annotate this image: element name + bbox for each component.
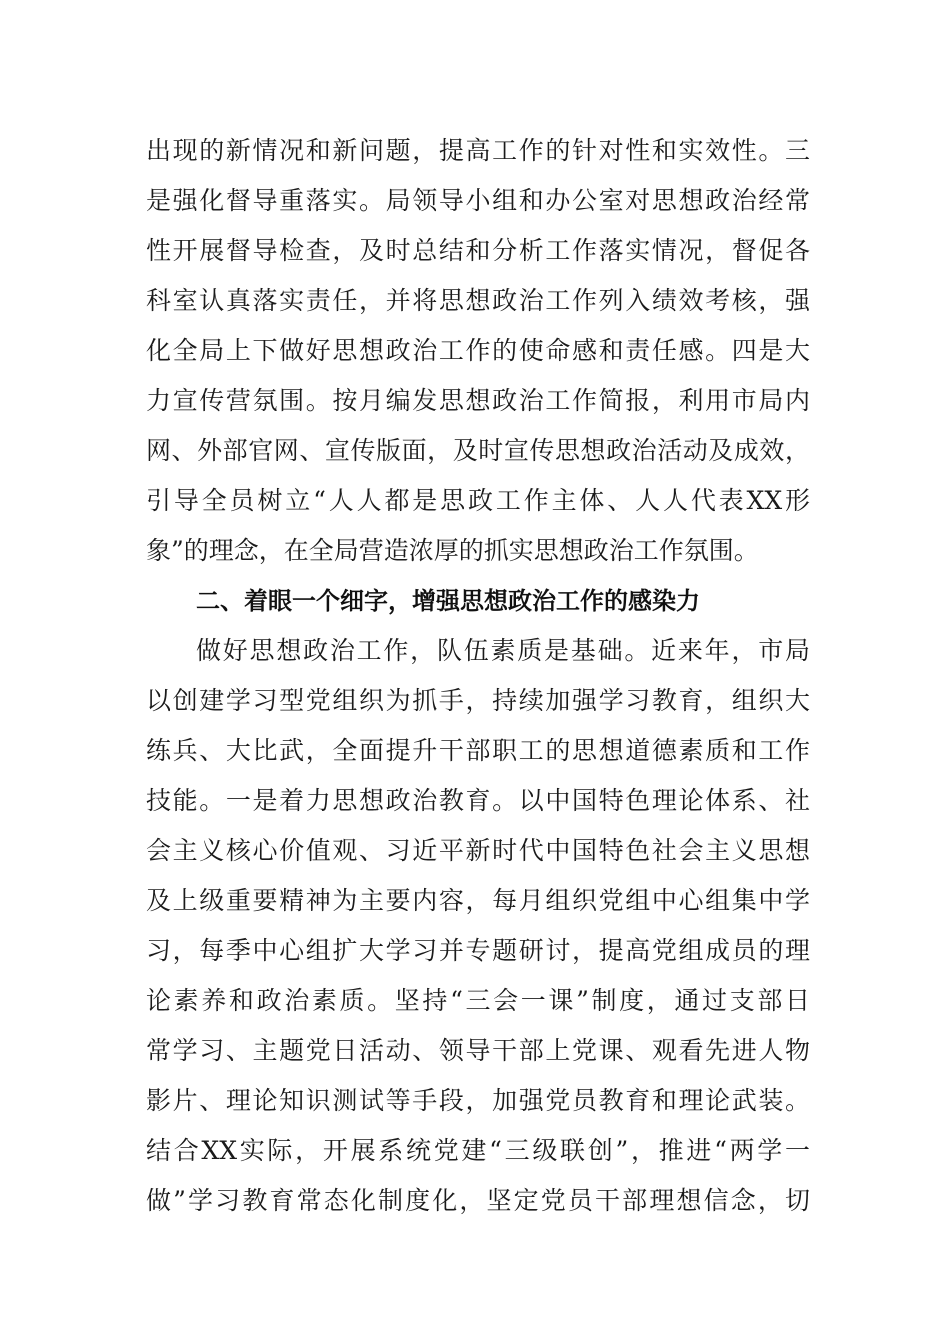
body-text-line: 网、外部官网、宣传版面，及时宣传思想政治活动及成效， [146,436,810,465]
body-text-line: 做好思想政治工作，队伍素质是基础。近来年，市局 [196,636,810,665]
body-text-line: 练兵、大比武，全面提升干部职工的思想道德素质和工作 [146,736,810,765]
body-text-line: 化全局上下做好思想政治工作的使命感和责任感。四是大 [146,336,810,365]
body-text-line: 做”学习教育常态化制度化，坚定党员干部理想信念，切 [146,1186,810,1215]
body-text-line: 科室认真落实责任，并将思想政治工作列入绩效考核，强 [146,286,810,315]
body-text-line: 以创建学习型党组织为抓手，持续加强学习教育，组织大 [146,686,810,715]
body-text-line: 常学习、主题党日活动、领导干部上党课、观看先进人物 [146,1036,810,1065]
body-text-line: 引导全员树立“人人都是思政工作主体、人人代表XX形 [146,486,810,515]
body-text-line: 会主义核心价值观、习近平新时代中国特色社会主义思想 [146,836,810,865]
body-text-line: 结合XX实际，开展系统党建“三级联创”，推进“两学一 [146,1136,810,1165]
body-text-line: 象”的理念，在全局营造浓厚的抓实思想政治工作氛围。 [146,536,759,565]
body-text-line: 技能。一是着力思想政治教育。以中国特色理论体系、社 [146,786,810,815]
section-heading: 二、着眼一个细字，增强思想政治工作的感染力 [196,587,700,615]
body-text-line: 出现的新情况和新问题，提高工作的针对性和实效性。三 [146,136,810,165]
body-text-line: 是强化督导重落实。局领导小组和办公室对思想政治经常 [146,186,810,215]
body-text-line: 性开展督导检查，及时总结和分析工作落实情况，督促各 [146,236,810,265]
body-text-line: 习，每季中心组扩大学习并专题研讨，提高党组成员的理 [146,936,810,965]
body-text-line: 力宣传营氛围。按月编发思想政治工作简报，利用市局内 [146,386,810,415]
body-text-line: 及上级重要精神为主要内容，每月组织党组中心组集中学 [146,886,810,915]
body-text-line: 影片、理论知识测试等手段，加强党员教育和理论武装。 [146,1086,810,1115]
body-text-line: 论素养和政治素质。坚持“三会一课”制度，通过支部日 [146,986,810,1015]
